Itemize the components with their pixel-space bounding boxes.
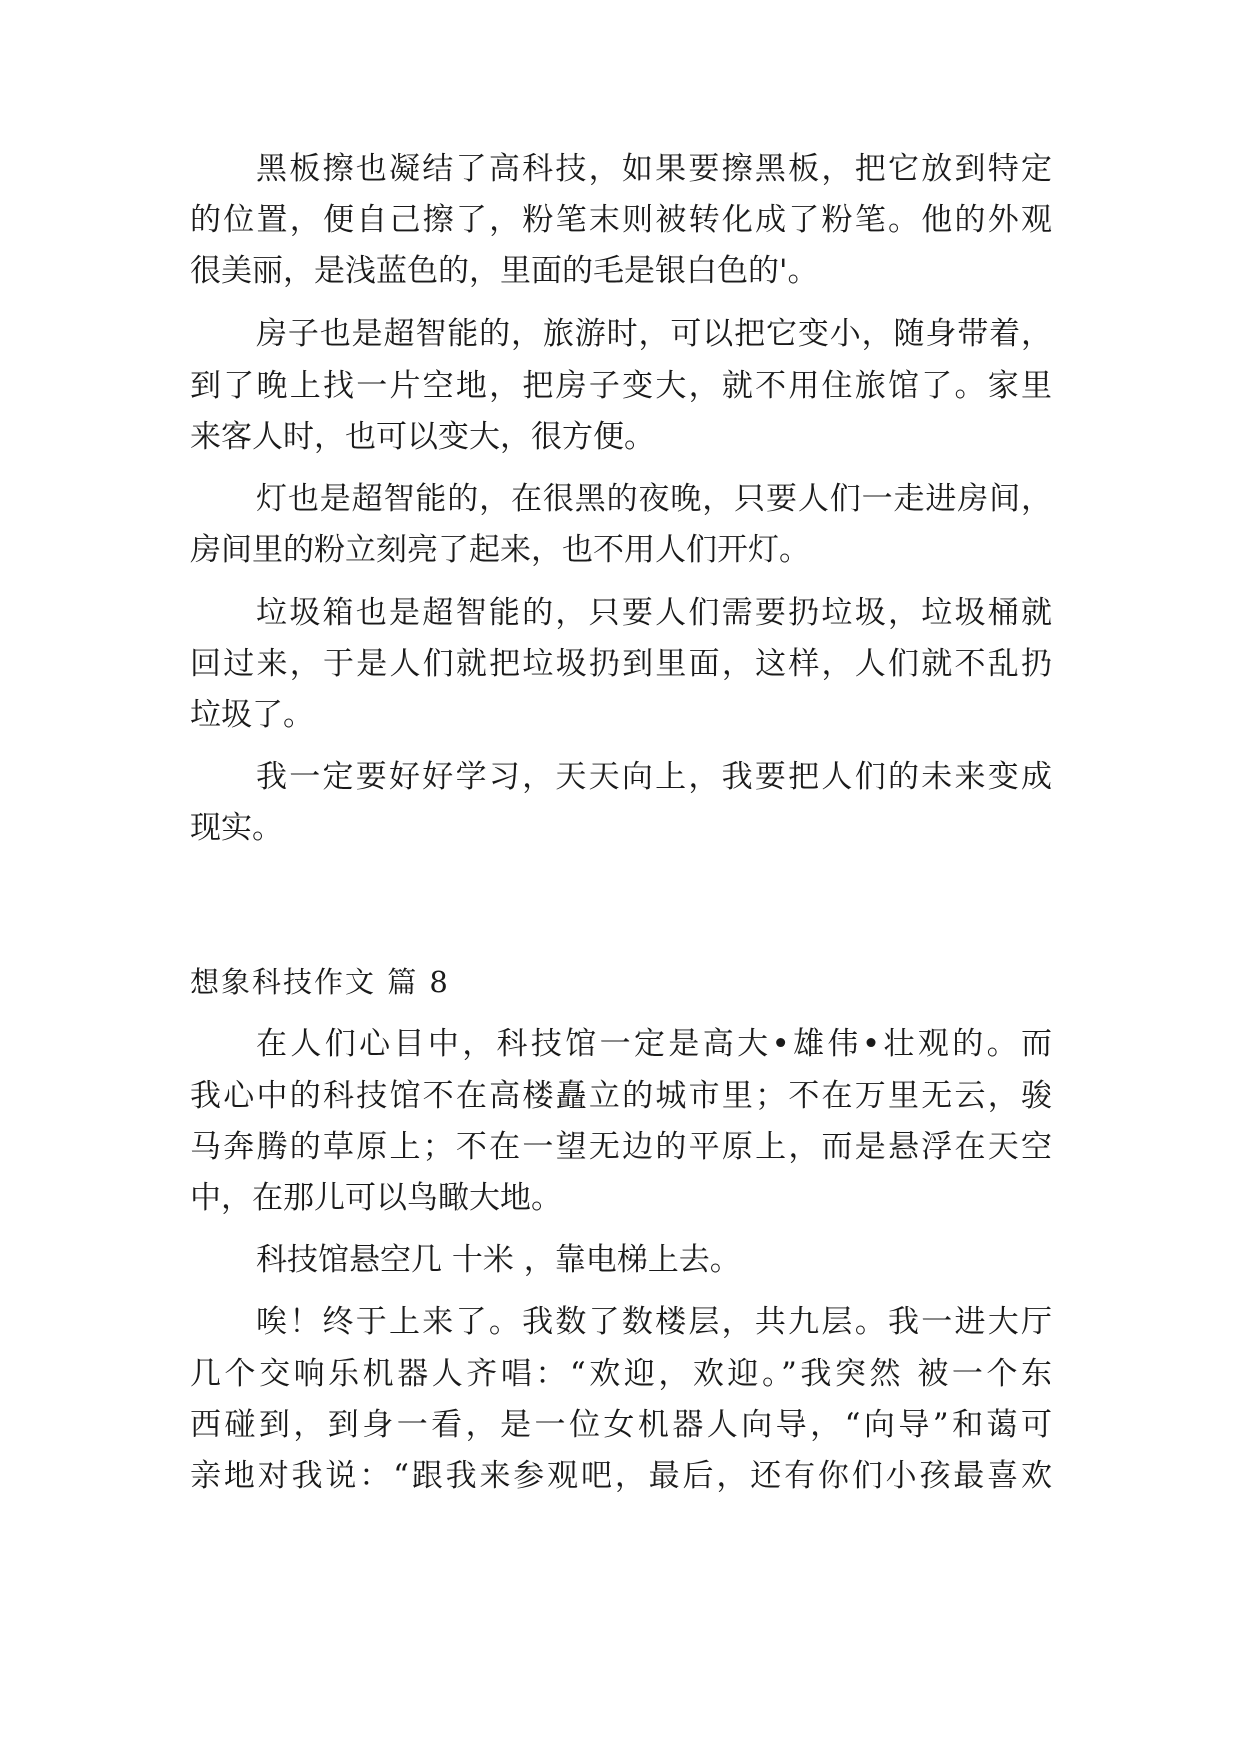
section-heading: 想象科技作文 篇 8 bbox=[190, 965, 450, 999]
paragraph-line: 科技馆悬空几 十米 ，靠电梯上去。 bbox=[256, 1242, 741, 1278]
paragraph-line: 房子也是超智能的，旅游时，可以把它变小，随身带着， bbox=[256, 316, 1052, 352]
paragraph-line: 马奔腾的草原上；不在一望无边的平原上，而是悬浮在天空 bbox=[190, 1129, 1052, 1165]
paragraph-line: 黑板擦也凝结了高科技，如果要擦黑板，把它放到特定 bbox=[256, 151, 1052, 187]
paragraph-line: 房间里的粉立刻亮了起来，也不用人们开灯。 bbox=[190, 532, 810, 568]
paragraph-line: 我心中的科技馆不在高楼矗立的城市里；不在万里无云，骏 bbox=[190, 1078, 1052, 1114]
paragraph-line: 唉！终于上来了。我数了数楼层，共九层。我一进大厅 bbox=[256, 1304, 1052, 1340]
paragraph-line: 亲地对我说：“跟我来参观吧，最后，还有你们小孩最喜欢 bbox=[190, 1458, 1052, 1494]
paragraph-line: 现实。 bbox=[190, 810, 283, 846]
paragraph-line: 西碰到，到身一看，是一位女机器人向导，“向导”和蔼可 bbox=[190, 1407, 1052, 1443]
paragraph-line: 灯也是超智能的，在很黑的夜晚，只要人们一走进房间， bbox=[256, 481, 1052, 517]
paragraph-line: 几个交响乐机器人齐唱：“欢迎，欢迎。”我突然 被一个东 bbox=[190, 1356, 1052, 1392]
paragraph-line: 很美丽，是浅蓝色的，里面的毛是银白色的'。 bbox=[190, 253, 819, 289]
paragraph-line: 垃圾箱也是超智能的，只要人们需要扔垃圾，垃圾桶就 bbox=[256, 595, 1052, 631]
paragraph-line: 我一定要好好学习，天天向上，我要把人们的未来变成 bbox=[256, 759, 1052, 795]
paragraph-line: 回过来，于是人们就把垃圾扔到里面，这样，人们就不乱扔 bbox=[190, 646, 1052, 682]
paragraph-line: 垃圾了。 bbox=[190, 697, 314, 733]
paragraph-line: 中，在那儿可以鸟瞰大地。 bbox=[190, 1180, 562, 1216]
paragraph-line: 到了晚上找一片空地，把房子变大，就不用住旅馆了。家里 bbox=[190, 368, 1052, 404]
paragraph-line: 在人们心目中，科技馆一定是高大•雄伟•壮观的。而 bbox=[256, 1026, 1052, 1062]
paragraph-line: 来客人时，也可以变大，很方便。 bbox=[190, 419, 655, 455]
paragraph-line: 的位置，便自己擦了，粉笔末则被转化成了粉笔。他的外观 bbox=[190, 202, 1052, 238]
